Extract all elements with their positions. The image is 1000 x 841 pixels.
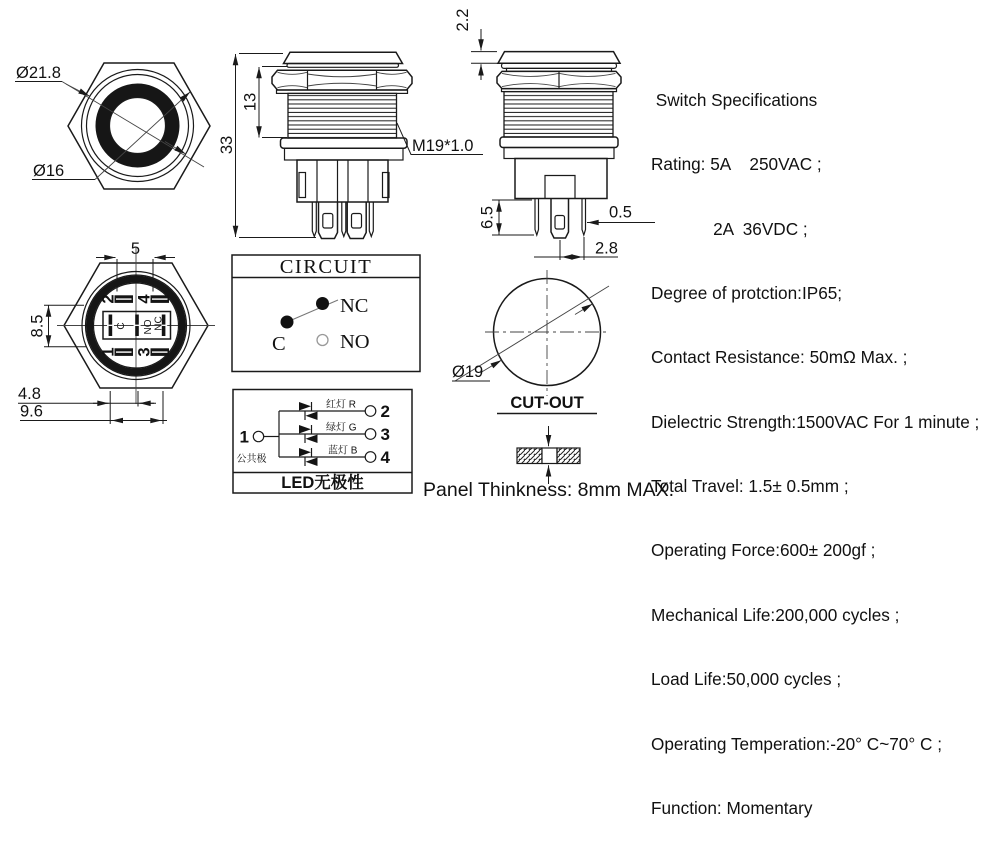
cutout-view: [452, 270, 609, 414]
thread-spec-label: M19*1.0: [412, 137, 474, 155]
cutout-caption: CUT-OUT: [510, 394, 584, 412]
panel-section: [517, 426, 580, 484]
terminal-label-nc: NC: [153, 316, 165, 331]
led-common-label: 公共极: [236, 454, 267, 465]
spec-line: Operating Temperation:-20° C~70° C ;: [651, 733, 942, 754]
led-row-red: [279, 398, 390, 422]
cutout-dia-label: Ø19: [452, 363, 484, 381]
dim-pin-length: [479, 200, 535, 235]
dim-label-8-5: 8.5: [28, 314, 47, 338]
dim-row-span: [29, 305, 87, 347]
circuit-label-no: NO: [340, 331, 370, 353]
led-red-label: 红灯 R: [326, 399, 356, 411]
contact-nc-dot: [316, 297, 329, 310]
dim-label-13: 13: [241, 92, 260, 112]
spec-line: Degree of protction:IP65;: [651, 282, 843, 303]
dim-label-2-8: 2.8: [595, 239, 618, 258]
circuit-box: [232, 255, 420, 372]
led-row-blue: [279, 444, 391, 468]
circuit-title: CIRCUIT: [279, 256, 373, 278]
terminal-label-c: C: [116, 322, 127, 330]
dim-label-inner-dia: Ø16: [33, 162, 65, 180]
dim-label-4-8: 4.8: [18, 385, 41, 403]
spec-line: Load Life:50,000 cycles ;: [651, 669, 842, 690]
panel-thickness-caption: Panel Thinkness: 8mm MAX.: [423, 479, 675, 501]
led-pin1-label: 1: [239, 427, 249, 447]
spec-line: Dielectric Strength:1500VAC For 1 minute ;: [651, 411, 980, 432]
rear-pin-label-4: 4: [135, 294, 154, 304]
spec-line: Rating: 5A 250VAC ;: [651, 154, 822, 175]
contact-no-dot: [317, 335, 328, 346]
dim-pin-width: [587, 204, 655, 223]
dim-label-33: 33: [218, 135, 236, 155]
thread-body: [504, 92, 613, 137]
dim-label-5: 5: [130, 240, 141, 258]
dim-thread-length: [242, 67, 288, 138]
spec-line: Contact Resistance: 50mΩ Max. ;: [651, 347, 908, 368]
led-blue-label: 蓝灯 B: [328, 445, 358, 457]
side-view: [218, 52, 483, 238]
rear-view: [18, 240, 215, 424]
led-ring: [103, 91, 173, 161]
dim-pin-pitch: [534, 237, 618, 260]
spec-line: 2A 36VDC ;: [651, 218, 808, 239]
dim-label-6-5: 6.5: [478, 206, 497, 229]
circuit-label-c: C: [272, 333, 286, 355]
dim-label-2-2: 2.2: [454, 8, 472, 32]
dim-label-outer-dia: Ø21.8: [16, 64, 61, 82]
thread-spec-callout: [397, 123, 483, 155]
led-pin4-label: 4: [380, 448, 390, 467]
led-green-label: 绿灯 G: [326, 422, 357, 434]
led-wiring-box: [233, 390, 412, 494]
spec-line: Switch Specifications: [651, 89, 818, 110]
led-footer-label: LED无极性: [281, 474, 364, 492]
contact-common-dot: [281, 316, 294, 329]
rear-pin-label-1: 1: [99, 347, 118, 357]
profile-view: [454, 9, 655, 260]
specifications-block: [651, 47, 979, 841]
terminal-label-no: NO: [143, 319, 154, 335]
dim-label-9-6: 9.6: [20, 402, 43, 421]
led-row-green: [279, 421, 390, 445]
dim-label-0-5: 0.5: [609, 203, 632, 222]
spec-line: Total Travel: 1.5± 0.5mm ;: [651, 476, 849, 497]
rear-pin-label-2: 2: [99, 294, 118, 304]
led-pin3-label: 3: [380, 425, 390, 444]
rear-pin-label-3: 3: [135, 347, 154, 357]
dim-cap-height: [454, 9, 501, 80]
dim-total-height: [218, 54, 316, 238]
dim-full-pitch: [20, 391, 167, 424]
front-view: [15, 63, 210, 189]
thread-body: [288, 93, 397, 138]
circuit-label-nc: NC: [340, 295, 369, 317]
spec-line: Function: Momentary: [651, 797, 813, 818]
led-pin2-label: 2: [380, 402, 390, 421]
spec-line: Mechanical Life:200,000 cycles ;: [651, 604, 900, 625]
spec-line: Operating Force:600± 200gf ;: [651, 540, 876, 561]
